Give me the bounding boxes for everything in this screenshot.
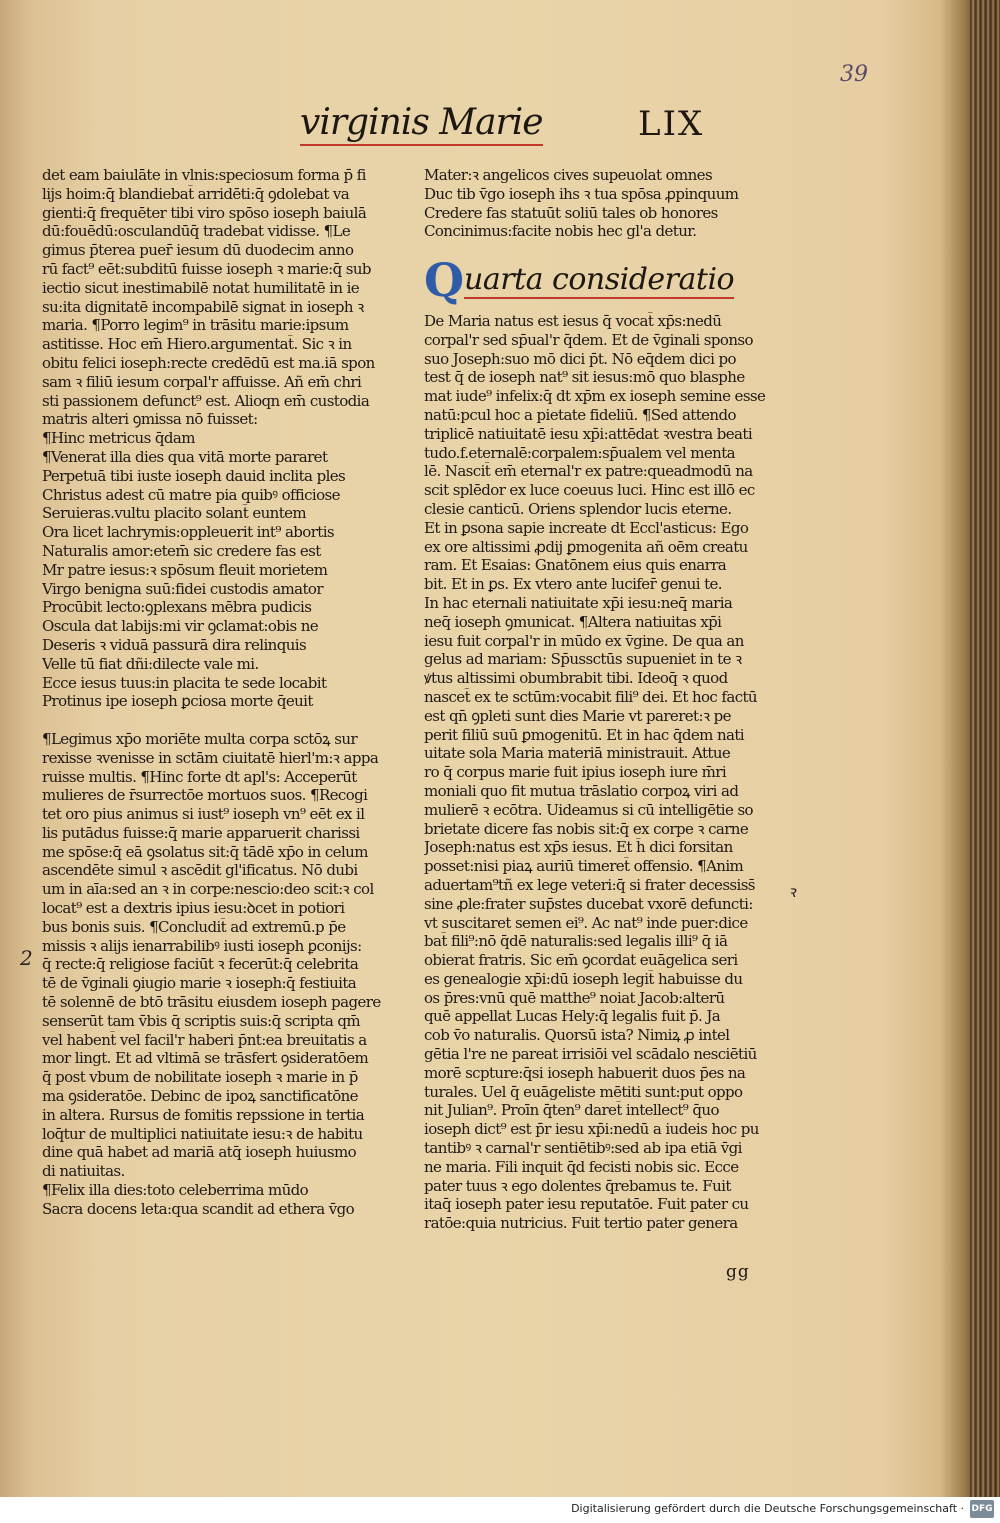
text-line: Naturalis amor:etem̄ sic credere fas est (42, 541, 321, 560)
book-edge (970, 0, 1000, 1497)
text-line: iesu fuit corpal'r in mūdo ex v̄gine. De qua an (424, 631, 744, 650)
text-line: q̄ post vbum de nobilitate ioseph ꝛ marie in p̄ (42, 1068, 358, 1087)
text-line: tudo.f.eternalē:corpalem:sp̄ualem vel menta (424, 443, 736, 462)
text-line: tē de v̄ginali ꝯiugio marie ꝛ ioseph:q̄ festiuita (42, 974, 357, 993)
text-line: ro q̄ corpus marie fuit ipius ioseph iure m̄ri (424, 763, 727, 782)
text-line: locat⁹ est a dextris ipius iesu:ꝺcet in potiori (42, 899, 345, 918)
text-line: natū:pcul hoc a pietate fideliū. ¶Sed attendo (424, 405, 736, 424)
text-line: Joseph:natus est xp̄s iesus. Et h̄ dici forsitan (424, 838, 733, 857)
text-line: cob v̄o naturalis. Quorsū ista? Nimiꝝ ꝓ intel (424, 1026, 730, 1045)
text-line: nit Julian⁹. Proīn q̄ten⁹ daret̄ intellect⁹ q̄uo (424, 1101, 719, 1120)
text-line: bat̄ fili⁹:nō q̄dē naturalis:sed legalis illi⁹ q̄ iā (424, 932, 728, 951)
text-line: ma ꝯsideratōe. Debinc de ipoꝝ sanctificatōne (42, 1087, 358, 1106)
text-line: iectio sicut inestimabilē notat humilitatē in ie (42, 278, 360, 297)
text-line: lis putādus fuisse:q̄ marie apparuerit charissi (42, 823, 360, 842)
text-line: lē. Nascit̄ em̄ eternal'r ex patre:queadmodū na (424, 462, 753, 481)
left-text-column (42, 166, 414, 1219)
text-line: tet oro pius animus si iust⁹ ioseph vn⁹ eēt ex il (42, 805, 365, 824)
text-line: os p̄res:vnū quē matthe⁹ noiat Jacob:alterū (424, 988, 725, 1007)
text-line: est qn̄ ꝯpleti sunt dies Marie vt pareret:ꝛ pe (424, 706, 731, 725)
text-line: Duc tib v̄go ioseph ihs ꝛ tua spōsa ꝓpinquum (424, 184, 739, 203)
text-line: tē solennē de btō trāsitu eiusdem ioseph pagere (42, 993, 381, 1012)
text-line: perit filiū suū ꝑmogenitū. Et in hac q̄dem nati (424, 725, 744, 744)
text-line: dū:fouēdū:osculandūq̄ tradebat vidisse. ¶Le (42, 222, 351, 241)
text-line: vt suscitaret semen ei⁹. Ac nat⁹ inde puer:dice (424, 913, 748, 932)
right-text-column (424, 312, 792, 1233)
text-line: missis ꝛ alijs ienarrabilibꝰ iusti ioseph ꝑconijs: (42, 936, 362, 955)
text-line: maria. ¶Porro legim⁹ in trāsitu marie:ipsum (42, 316, 349, 335)
text-line: Christus adest cū matre pia quibꝰ officiose (42, 485, 340, 504)
text-line: rū fact⁹ eēt:subditū fuisse ioseph ꝛ marie:q̄ sub (42, 259, 371, 278)
text-line: sam ꝛ filiū iesum corpal'r affuisse. Añ em̄ chri (42, 372, 362, 391)
text-line: gelus ad mariam: Sp̄ussctūs supueniet in te ꝛ (424, 650, 742, 669)
text-line: ioseph dict⁹ est p̄r iesu xp̄i:nedū a iudeis hoc pu (424, 1120, 759, 1139)
text-line: ruisse multis. ¶Hinc forte dt apl's: Acceperūt (42, 767, 357, 786)
paragraph-gap (42, 711, 414, 730)
text-line: sine ꝓle:frater sup̄stes ducebat vxorē defuncti: (424, 894, 753, 913)
text-line: itaq̄ ioseph pater iesu reputatōe. Fuit pater cu (424, 1195, 749, 1214)
text-line: test q̄ de ioseph nat⁹ sit iesus:mō quo blasphe (424, 368, 745, 387)
running-head (300, 102, 720, 152)
text-line: Mater:ꝛ angelicos cives supeuolat omnes (424, 166, 713, 184)
text-line: di natiuitas. (42, 1162, 125, 1181)
text-line: gētia l're ne pareat irrisiōi vel scādalo nesciētiū (424, 1045, 757, 1064)
running-head-title: virginis Marie (300, 102, 543, 146)
text-line: su:ita dignitatē incompabilē signat in ioseph ꝛ (42, 297, 364, 316)
text-line: bus bonis suis. ¶Concludit̄ ad extremū.p p̄e (42, 917, 346, 936)
text-line: Deseris ꝛ viduā passurā dira relinquis (42, 635, 307, 654)
text-line: Ecce iesus tuus:in placita te sede locabit (42, 673, 327, 692)
text-line: rexisse ꝛvenisse in sctām ciuitatē hierl'm:ꝛ appa (42, 748, 379, 767)
text-line: uitate sola Maria materiā ministrauit. Attue (424, 744, 731, 763)
marginal-note-right: ꝛ (788, 882, 796, 901)
text-line: q̄ recte:q̄ religiose faciūt ꝛ fecerūt:q̄ celebrita (42, 955, 359, 974)
right-column-verses (424, 166, 784, 241)
text-line: ¶Venerat illa dies qua vitā morte pararet (42, 447, 328, 466)
handwritten-folio-number: 39 (840, 62, 868, 87)
text-line: obierat fratris. Sic em̄ ꝯcordat euāgelica seri (424, 951, 738, 970)
text-line: ratōe:quia nutricius. Fuit tertio pater genera (424, 1214, 738, 1233)
text-line: obitu felici ioseph:recte credēdū est ma.iā spon (42, 353, 375, 372)
text-line: gimus p̄terea puer̄ iesum dū duodecim anno (42, 241, 354, 260)
text-line: Concinimus:facite nobis hec gl'a detur. (424, 222, 697, 241)
decorated-initial: Q (424, 253, 465, 307)
text-line: pater tuus ꝛ ego dolentes q̄rebamus te. Fuit (424, 1176, 731, 1195)
text-line: ¶Hinc metricus q̄dam (42, 429, 195, 448)
text-line: morē scpture:q̄si ioseph habuerit duos p̄es na (424, 1063, 746, 1082)
text-line: Sacra docens leta:qua scandit ad ethera v̄go (42, 1199, 355, 1218)
text-line: Ora licet lachrymis:oppleuerit int⁹ abortis (42, 523, 335, 542)
text-line: ex ore altissimi ꝓdij ꝑmogenita añ oēm creatu (424, 537, 748, 556)
text-line: brietate dicere fas nobis sit:q̄ ex corpe ꝛ carne (424, 819, 749, 838)
text-line: sti passionem defunct⁹ est. Alioqn em̄ custodia (42, 391, 370, 410)
section-heading (424, 253, 784, 308)
signature-mark: gg (726, 1262, 750, 1282)
text-line: um in aīa:sed an ꝛ in corpe:nescio:deo scit:ꝛ col (42, 880, 374, 899)
text-line: moniali quo fit mutua trāslatio corpoꝝ viri ad (424, 781, 739, 800)
text-line: posset:nisi piaꝝ auriū timeret̄ offensio. ¶Anim (424, 857, 744, 876)
text-line: ram. Et Esaias: Gnatōnem eius quis enarra (424, 556, 727, 575)
section-heading-text: uarta consideratio (464, 262, 735, 297)
text-line: suo Joseph:suo mō dici p̄t. Nō eq̄dem dici po (424, 349, 736, 368)
text-line: mor lingt. Et ad vltimā se trāsfert ꝯsideratōem (42, 1049, 369, 1068)
text-line: neq̄ ioseph ꝯmunicat. ¶Altera natiuitas xp̄i (424, 612, 722, 631)
text-line: aduertam⁹tñ ex lege veteri:q̄ si frater decessiss̄ (424, 875, 755, 894)
text-line: Mr patre iesus:ꝛ spōsum fleuit morietem (42, 560, 328, 579)
text-line: Credere fas statuūt soliū tales ob honores (424, 203, 718, 222)
text-line: De Maria natus est iesus q̄ vocat̄ xp̄s:nedū (424, 312, 722, 330)
text-line: triplicē natiuitatē iesu xp̄i:attēdat ꝛvestra beati (424, 424, 753, 443)
running-head-folio: LIX (638, 104, 705, 144)
text-line: In hac eternali natiuitate xp̄i iesu:neq̄ maria (424, 593, 733, 612)
text-line: ascendēte simul ꝛ ascēdit gl'ificatus. Nō dubi (42, 861, 358, 880)
text-line: dine quā habet ad mariā atq̄ ioseph huiusmo (42, 1143, 357, 1162)
text-line: in altera. Rursus de fomitis repssione in tertia (42, 1105, 365, 1124)
text-line: ¶Felix illa dies:toto celeberrima mūdo (42, 1181, 309, 1200)
text-line: bit. Et in ꝑs. Ex vtero ante lucifer̄ genui te. (424, 575, 722, 594)
text-line: Oscula dat labijs:mi vir ꝯclamat:obis ne (42, 617, 319, 636)
text-line: mat iude⁹ infelix:q̄ dt xp̄m ex ioseph semine esse (424, 387, 766, 406)
text-line: me spōse:q̄ eā ꝯsolatus sit:q̄ tādē xp̄o in celum (42, 842, 368, 861)
text-line: scit splēdor ex luce coeuus luci. Hinc est illō ec (424, 481, 755, 500)
text-line: lijs hoim:q̄ blandiebat̄ arridēti:q̄ ꝯdolebat va (42, 184, 350, 203)
text-line: es genealogie xp̄i:dū ioseph legit̄ habuisse du (424, 969, 743, 988)
text-line: Velle tū fiat dñi:dilecte vale mi. (42, 654, 259, 673)
text-line: senserūt tam v̄bis q̄ scriptis suis:q̄ scripta qm̄ (42, 1011, 360, 1030)
text-line: ne maria. Fili inquit q̄d fecisti nobis sic. Ecce (424, 1157, 739, 1176)
text-line: det eam baiulāte in vlnis:speciosum forma p̄ fi (42, 166, 366, 184)
text-line: quē appellat Lucas Hely:q̄ legalis fuit p̄. Ja (424, 1007, 721, 1026)
text-line: gienti:q̄ frequēter tibi viro spōso ioseph baiulā (42, 203, 367, 222)
text-line: Seruieras.vultu placito solant̄ euntem (42, 504, 307, 523)
text-line: corpal'r sed sp̄ual'r q̄dem. Et de v̄ginali sponso (424, 330, 753, 349)
marginal-note-left: 2 (20, 946, 33, 970)
text-line: ꝟtus altissimi obumbrabit tibi. Ideoq̄ ꝛ quod (424, 669, 728, 688)
text-line: tantibꝰ ꝛ carnal'r sentiētibꝰ:sed ab ipa etiā v̄gi (424, 1139, 742, 1158)
text-line: mulierē ꝛ ecōtra. Uideamus si cū intelligētie so (424, 800, 753, 819)
funding-notice: Digitalisierung gefördert durch die Deutsche Forschungsgemeinschaft · (571, 1502, 964, 1515)
text-line: ¶Legimus xp̄o moriēte multa corpa sctōꝝ sur (42, 729, 358, 748)
text-line: loq̄tur de multiplici natiuitate iesu:ꝛ de habitu (42, 1124, 363, 1143)
text-line: Et in ꝑsona sapie increate dt Eccl'asticus: Ego (424, 518, 749, 537)
text-line: Perpetuā tibi iuste ioseph dauid inclita ples (42, 466, 346, 485)
text-line: Virgo benigna suū:fidei custodis amator (42, 579, 323, 598)
text-line: matris alteri ꝯmissa nō fuisset: (42, 410, 258, 429)
text-line: clesie canticū. Oriens splendor lucis eterne. (424, 499, 732, 518)
digitization-footer (0, 1497, 1000, 1523)
text-line: turales. Uel q̄ euāgeliste mētiti sunt:put oppo (424, 1082, 743, 1101)
text-line: astitisse. Hoc em̄ Hiero.argumentat̄. Sic ꝛ in (42, 335, 352, 354)
text-line: vel habent̄ vel facil'r haberi p̄nt:ea breuitatis a (42, 1030, 367, 1049)
dfg-logo: DFG (970, 1500, 994, 1518)
text-line: mulieres de r̄surrectōe mortuos suos. ¶Recogi (42, 786, 368, 805)
text-line: Protinus ipe ioseph ꝑciosa morte q̄euit (42, 692, 313, 711)
text-line: nascet̄ ex te sctūm:vocabit fili⁹ dei. Et hoc factū (424, 687, 757, 706)
text-line: Procūbit lecto:ꝯplexans mēbra pudicis (42, 598, 312, 617)
